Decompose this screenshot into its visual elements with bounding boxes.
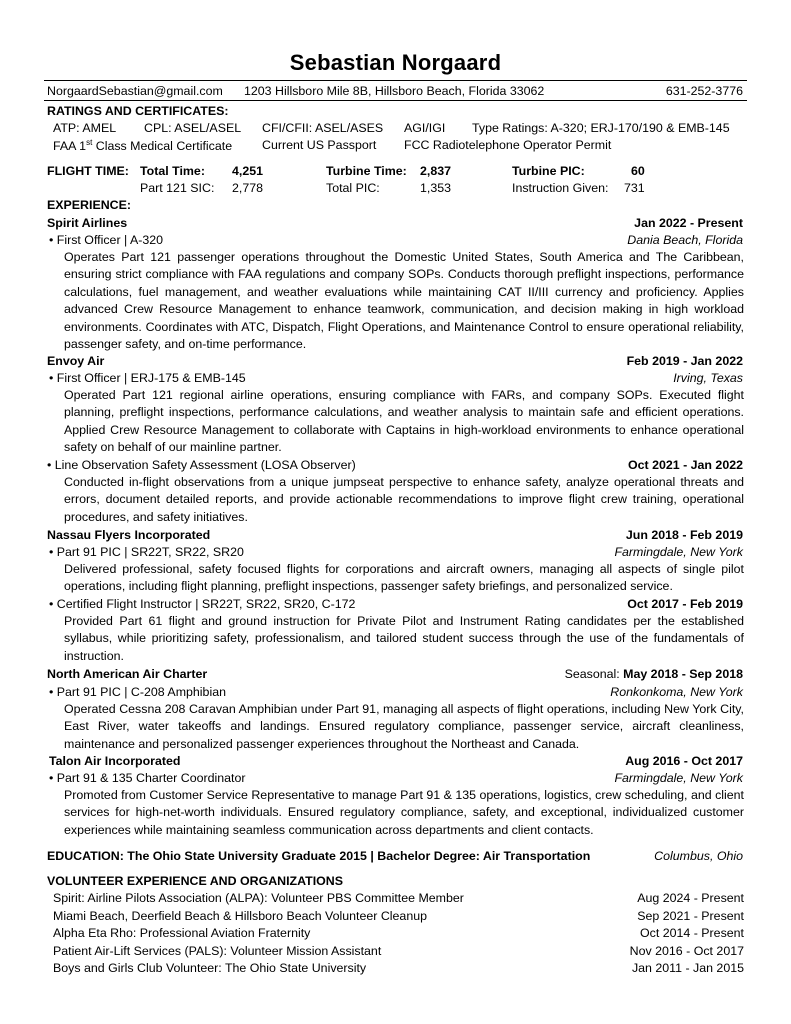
experience-heading: EXPERIENCE: bbox=[47, 198, 131, 212]
total-pic-value: 1,353 bbox=[420, 181, 452, 195]
rating-cpl: CPL: ASEL/ASEL bbox=[144, 121, 242, 135]
turbine-pic-value: 60 bbox=[631, 164, 645, 178]
envoy-role-losa: • Line Observation Safety Assessment (LOSA Observer) bbox=[47, 458, 356, 472]
nassau-description: Delivered professional, safety focused flights for corporations and aircraft owners, managing all aspects of single pilot operations, including flight planning, preflight inspections, passenger safety briefings, and personalized service. bbox=[64, 562, 744, 594]
volunteer-heading: VOLUNTEER EXPERIENCE AND ORGANIZATIONS bbox=[47, 874, 344, 888]
talon-location: Farmingdale, New York bbox=[614, 771, 743, 785]
volunteer-item-dates: Aug 2024 - Present bbox=[637, 891, 744, 905]
part121-label: Part 121 SIC: bbox=[140, 181, 215, 195]
volunteer-item-dates: Oct 2014 - Present bbox=[640, 926, 744, 940]
spirit-location: Dania Beach, Florida bbox=[627, 233, 743, 247]
nassau-location: Farmingdale, New York bbox=[614, 545, 743, 559]
nac-role: • Part 91 PIC | C-208 Amphibian bbox=[49, 685, 226, 699]
education-location: Columbus, Ohio bbox=[654, 849, 743, 863]
volunteer-item: Alpha Eta Rho: Professional Aviation Fraternity bbox=[53, 926, 311, 940]
flight-time-heading: FLIGHT TIME: bbox=[47, 164, 129, 178]
faa-prefix: FAA 1 bbox=[53, 139, 87, 154]
turbine-time-value: 2,837 bbox=[420, 164, 452, 178]
volunteer-item-dates: Nov 2016 - Oct 2017 bbox=[629, 944, 744, 958]
volunteer-item-dates: Jan 2011 - Jan 2015 bbox=[631, 961, 744, 975]
envoy-location: Irving, Texas bbox=[673, 371, 743, 385]
header-rule-bottom bbox=[44, 100, 747, 101]
part121-value: 2,778 bbox=[232, 181, 264, 195]
ratings-heading: RATINGS AND CERTIFICATES: bbox=[47, 104, 229, 118]
envoy-losa-description: Conducted in-flight observations from a unique jumpseat perspective to enhance safety, analyze operational threats and errors, document detailed reports, and provide actionable recommendations to improve flight crew training, operational procedures, and safety initiatives. bbox=[64, 475, 744, 524]
envoy-company: Envoy Air bbox=[47, 354, 105, 368]
rating-agi: AGI/IGI bbox=[404, 121, 446, 135]
volunteer-item-dates: Sep 2021 - Present bbox=[637, 909, 744, 923]
phone: 631-252-3776 bbox=[665, 84, 743, 98]
turbine-pic-label: Turbine PIC: bbox=[512, 164, 585, 178]
nassau-company: Nassau Flyers Incorporated bbox=[47, 528, 211, 542]
education-text: EDUCATION: The Ohio State University Graduate 2015 | Bachelor Degree: Air Transportation bbox=[47, 849, 591, 863]
spirit-description: Operates Part 121 passenger operations throughout the Domestic United States, South America and The Caribbean, ensuring strict compliance with FAA regulations and company SOPs. Conducts thorough preflight inspections, performance calculations, fuel management, and weather evaluations while maintaining CAT II/III currency and proficiency. Applies advanced Crew Resource Management to enhance teamwork, communication, and decision making in high workload environments. Coordinates with ATC, Dispatch, Flight Operations, and Maintenance Control to ensure operational reliability, passenger safety, and on-time performance. bbox=[64, 250, 744, 352]
nac-dates: May 2018 - Sep 2018 bbox=[623, 667, 743, 681]
talon-dates: Aug 2016 - Oct 2017 bbox=[625, 754, 743, 768]
nac-description: Operated Cessna 208 Caravan Amphibian under Part 91, managing all aspects of flight operations, including New York City, East River, water takeoffs and landings. Ensured regulatory compliance, passenger service, aircraft cleanliness, maintenance and personalized passenger experiences throughout the Northeast and Canada. bbox=[64, 702, 744, 751]
rating-atp: ATP: AMEL bbox=[53, 121, 117, 135]
spirit-role: • First Officer | A-320 bbox=[49, 233, 164, 247]
volunteer-item: Spirit: Airline Pilots Association (ALPA): Volunteer PBS Committee Member bbox=[53, 891, 464, 905]
nac-dates-prefix: Seasonal: bbox=[564, 667, 624, 681]
header-rule-top bbox=[44, 80, 747, 81]
faa-suffix: Class Medical Certificate bbox=[92, 139, 233, 154]
volunteer-item: Miami Beach, Deerfield Beach & Hillsboro Beach Volunteer Cleanup bbox=[53, 909, 427, 923]
total-time-label: Total Time: bbox=[140, 164, 205, 178]
nassau-cfi-description: Provided Part 61 flight and ground instruction for Private Pilot and Instrument Rating candidates per the established syllabus, while prioritizing safety, professionalism, and tailored student success through the use of the fundamentals of instruction. bbox=[64, 614, 744, 663]
nassau-cfi-dates: Oct 2017 - Feb 2019 bbox=[627, 597, 743, 611]
volunteer-item: Patient Air-Lift Services (PALS): Volunteer Mission Assistant bbox=[53, 944, 382, 958]
faa-sup: st bbox=[86, 138, 93, 147]
total-time-value: 4,251 bbox=[232, 164, 264, 178]
envoy-losa-dates: Oct 2021 - Jan 2022 bbox=[627, 458, 743, 472]
resume-name: Sebastian Norgaard bbox=[289, 50, 502, 75]
nac-dates-wrap bbox=[565, 667, 743, 681]
envoy-description: Operated Part 121 regional airline operations, ensuring compliance with FARs, and company SOPs. Executed flight planning, preflight inspections, performance calculations, and weather analysis to maintain safe and efficient operations. Applied Crew Resource Management to collaborate with Captains in high-workload environments to enhance operational safety on behalf of our mainline partner. bbox=[64, 388, 744, 455]
spirit-company: Spirit Airlines bbox=[47, 216, 128, 230]
talon-role: • Part 91 & 135 Charter Coordinator bbox=[49, 771, 246, 785]
email-link[interactable]: NorgaardSebastian@gmail.com bbox=[47, 84, 223, 98]
address: 1203 Hillsboro Mile 8B, Hillsboro Beach, Florida 33062 bbox=[244, 84, 545, 98]
turbine-time-label: Turbine Time: bbox=[326, 164, 407, 178]
nassau-role-cfi: • Certified Flight Instructor | SR22T, SR22, SR20, C-172 bbox=[49, 597, 356, 611]
volunteer-item: Boys and Girls Club Volunteer: The Ohio State University bbox=[53, 961, 367, 975]
talon-description: Promoted from Customer Service Representative to manage Part 91 & 135 operations, logistics, crew scheduling, and client services for high-net-worth individuals. Ensured regulatory compliance, safety, and exceptional, individualized customer experiences while maintaining seamless communication across departments and client contacts. bbox=[64, 788, 744, 837]
envoy-role: • First Officer | ERJ-175 & EMB-145 bbox=[49, 371, 246, 385]
instruction-value: 731 bbox=[624, 181, 645, 195]
envoy-dates: Feb 2019 - Jan 2022 bbox=[626, 354, 743, 368]
nassau-dates: Jun 2018 - Feb 2019 bbox=[625, 528, 743, 542]
rating-fcc: FCC Radiotelephone Operator Permit bbox=[404, 138, 612, 152]
nac-location: Ronkonkoma, New York bbox=[610, 685, 743, 699]
rating-faa-medical bbox=[53, 138, 232, 153]
nac-company: North American Air Charter bbox=[47, 667, 208, 681]
spirit-dates: Jan 2022 - Present bbox=[634, 216, 743, 230]
rating-type: Type Ratings: A-320; ERJ-170/190 & EMB-145 bbox=[472, 121, 730, 135]
nassau-role: • Part 91 PIC | SR22T, SR22, SR20 bbox=[49, 545, 244, 559]
total-pic-label: Total PIC: bbox=[326, 181, 380, 195]
talon-company: Talon Air Incorporated bbox=[49, 754, 181, 768]
rating-cfi: CFI/CFII: ASEL/ASES bbox=[262, 121, 384, 135]
instruction-label: Instruction Given: bbox=[512, 181, 609, 195]
rating-passport: Current US Passport bbox=[262, 138, 377, 152]
